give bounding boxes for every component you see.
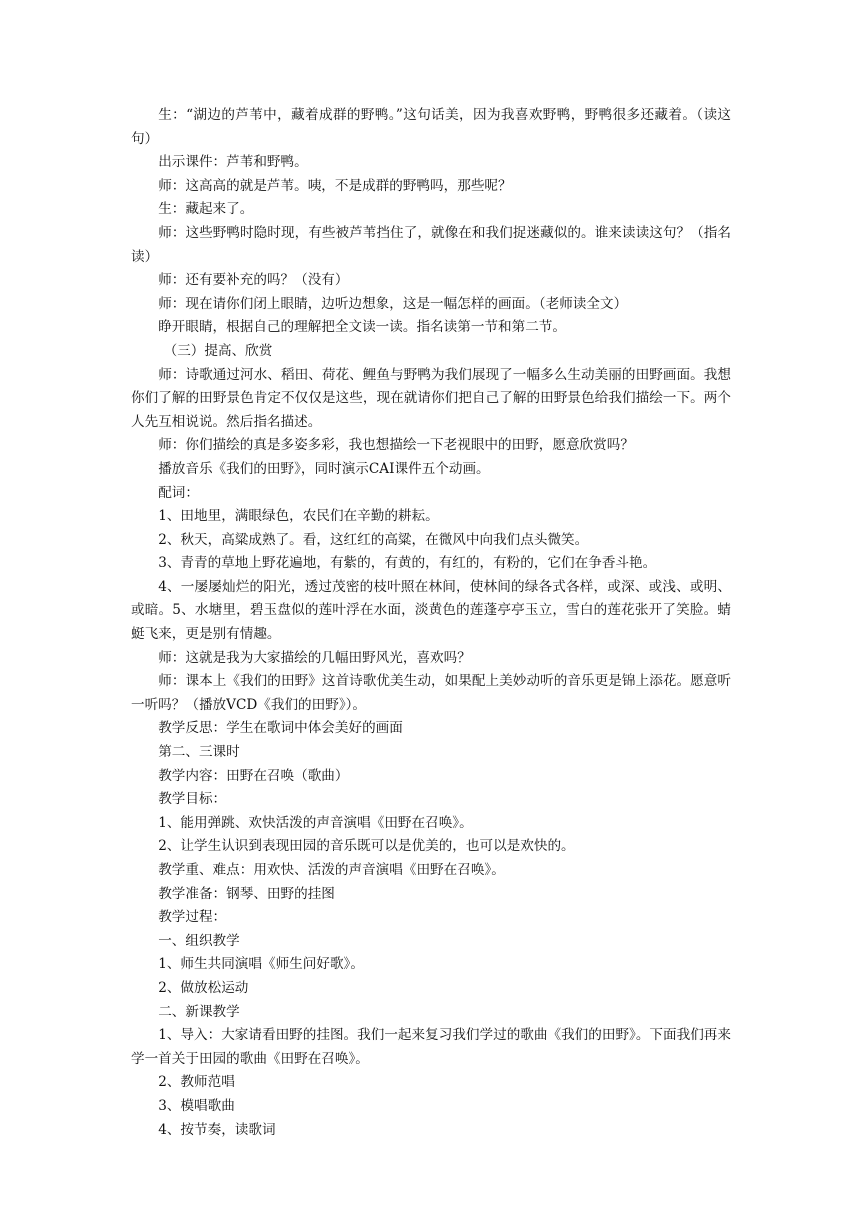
list-item-wildflowers: 3、青青的草地上野花遍地，有紫的，有黄的，有红的，有粉的，它们在争香斗艳。 xyxy=(158,555,657,572)
paragraph-teacher-textbook-poem: 师：课本上《我们的田野》这首诗歌优美生动，如果配上美妙动听的音乐更是锦上添花。愿意听一听吗？（播放VCD《我们的田野》）。 xyxy=(131,673,731,713)
list-item-teacher-demo: 2、教师范唱 xyxy=(158,1074,235,1091)
paragraph-teaching-preparation: 教学准备：钢琴、田野的挂图 xyxy=(158,885,335,902)
paragraph-teacher-anything-else: 师：还有要补充的吗？（没有） xyxy=(158,272,349,289)
section-heading-improve-appreciate: （三）提高、欣赏 xyxy=(163,342,273,359)
paragraph-teacher-hide-and-seek: 师：这些野鸭时隐时现，有些被芦苇挡住了，就像在和我们捉迷藏似的。谁来读读这句？（指名读） xyxy=(131,224,731,265)
list-item-read-lyrics-rhythm: 4、按节奏，读歌词 xyxy=(158,1121,276,1138)
paragraph-teaching-content: 教学内容：田野在召唤（歌曲） xyxy=(158,767,349,784)
paragraph-teacher-poem-scenery: 师：诗歌通过河水、稻田、荷花、鲤鱼与野鸭为我们展现了一幅多么生动美丽的田野画面。我想你们了解的田野景色肯定不仅仅是这些，现在就请你们把自己了解的田野景色给我们描绘一下。两个人先互相说说。然后指名描述。 xyxy=(131,366,731,430)
heading-organize-teaching: 一、组织教学 xyxy=(158,932,240,949)
paragraph-open-eyes: 睁开眼睛，根据自己的理解把全文读一读。指名读第一节和第二节。 xyxy=(158,319,566,336)
list-item-field-green: 1、田地里，满眼绿色，农民们在辛勤的耕耘。 xyxy=(158,508,439,525)
paragraph-play-music: 播放音乐《我们的田野》，同时演示CAI课件五个动画。 xyxy=(158,460,490,477)
paragraph-teaching-process-label: 教学过程： xyxy=(158,909,227,926)
paragraph-teacher-reeds: 师：这高高的就是芦苇。咦，不是成群的野鸭吗，那些呢？ xyxy=(158,177,512,194)
list-item-autumn-sorghum: 2、秋天，高粱成熟了。看，这红红的高粱，在微风中向我们点头微笑。 xyxy=(158,531,589,548)
paragraph-teacher-scenery-like: 师：这就是我为大家描绘的几幅田野风光，喜欢吗？ xyxy=(158,649,471,666)
paragraph-teaching-goals-label: 教学目标： xyxy=(158,791,227,808)
document-page xyxy=(131,104,731,1142)
paragraph-lyrics-label: 配词： xyxy=(158,484,199,501)
paragraph-teaching-reflection: 教学反思：学生在歌词中体会美好的画面 xyxy=(158,720,403,737)
heading-new-lesson: 二、新课教学 xyxy=(158,1003,240,1020)
paragraph-teacher-close-eyes: 师：现在请你们闭上眼睛，边听边想象，这是一幅怎样的画面。（老师读全文） xyxy=(158,295,628,312)
list-item-goal-understand: 2、让学生认识到表现田园的音乐既可以是优美的，也可以是欢快的。 xyxy=(158,838,575,855)
heading-lesson-two-three: 第二、三课时 xyxy=(158,744,240,761)
paragraph-show-courseware: 出示课件：芦苇和野鸭。 xyxy=(158,154,308,171)
list-item-sunlight-pond: 4、一屡屡灿烂的阳光，透过茂密的枝叶照在林间，使林间的绿各式各样，或深、或浅、或明、或暗。5、水塘里，碧玉盘似的莲叶浮在水面，淡黄色的莲蓬亭亭玉立，雪白的莲花张开了笑脸。蜻蜓飞来，更是别有情趣。 xyxy=(131,578,731,643)
list-item-introduction: 1、导入：大家请看田野的挂图。我们一起来复习我们学过的歌曲《我们的田野》。下面我们再来学一首关于田园的歌曲《田野在召唤》。 xyxy=(131,1027,731,1067)
list-item-goal-sing: 1、能用弹跳、欢快活泼的声音演唱《田野在召唤》。 xyxy=(158,814,473,831)
paragraph-student-answer-reeds: 生：“湖边的芦苇中，藏着成群的野鸭。”这句话美，因为我喜欢野鸭，野鸭很多还藏着。（读这句） xyxy=(131,107,731,147)
list-item-greeting-song: 1、师生共同演唱《师生问好歌》。 xyxy=(158,956,364,973)
paragraph-teacher-describe: 师：你们描绘的真是多姿多彩，我也想描绘一下老视眼中的田野，愿意欣赏吗？ xyxy=(158,437,634,454)
paragraph-student-hidden: 生：藏起来了。 xyxy=(158,201,254,218)
paragraph-key-difficult-points: 教学重、难点：用欢快、活泼的声音演唱《田野在召唤》。 xyxy=(158,862,505,878)
list-item-imitate-singing: 3、模唱歌曲 xyxy=(158,1097,235,1114)
list-item-relax-exercise: 2、做放松运动 xyxy=(158,979,249,996)
